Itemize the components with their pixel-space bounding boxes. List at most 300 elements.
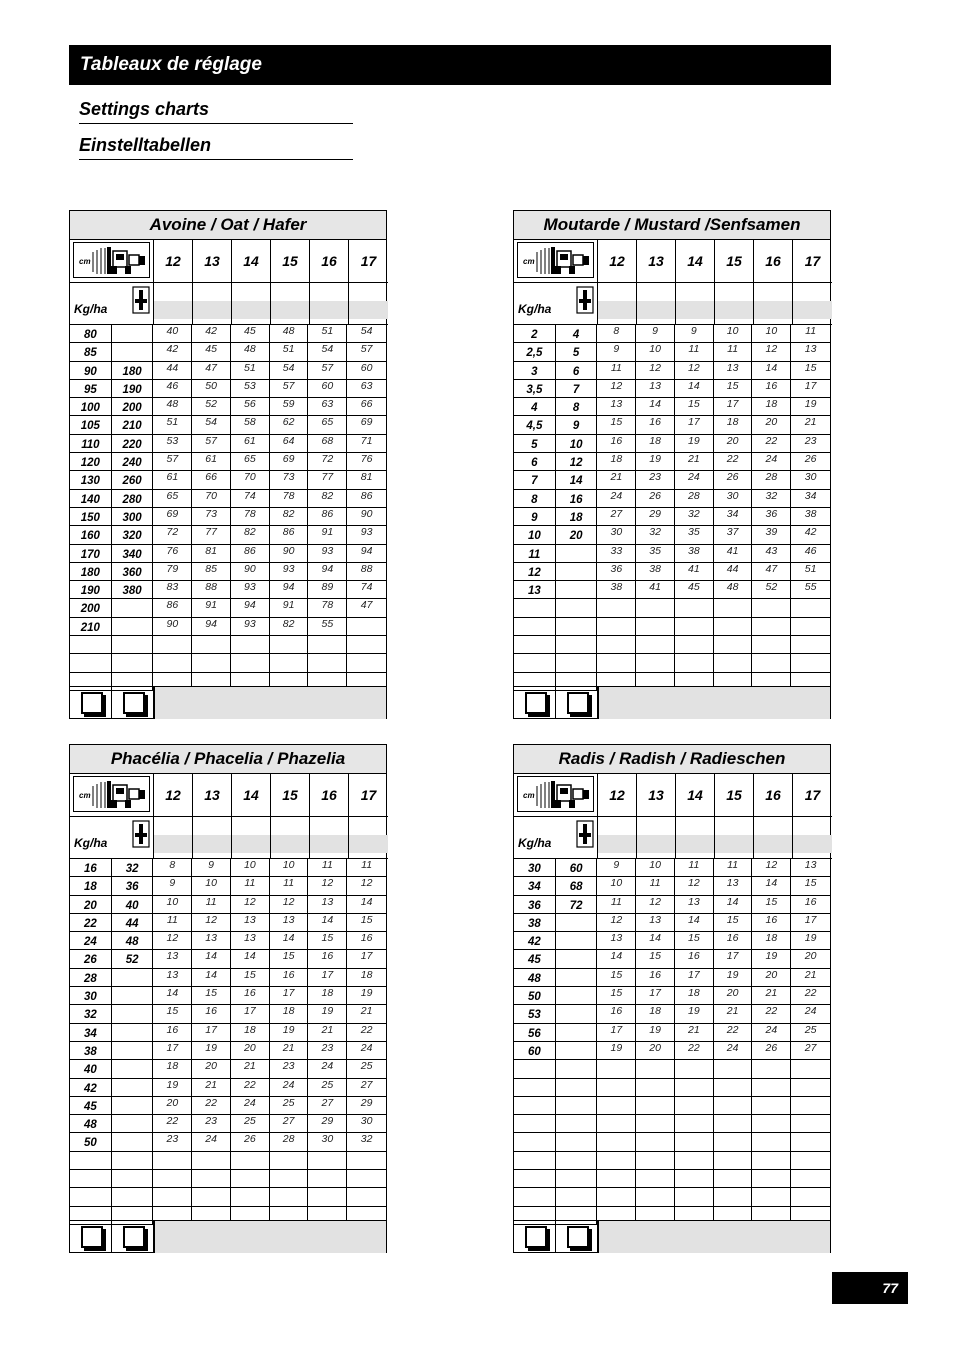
setting-value-cell: 70: [192, 490, 231, 507]
setting-value-cell: 65: [153, 490, 192, 507]
rate-double-cell: [112, 1097, 154, 1114]
setting-value-cell: [192, 1188, 231, 1205]
setting-value-cell: 13: [597, 932, 636, 949]
setting-value-cell: [636, 636, 675, 653]
table-row: [514, 1115, 830, 1133]
rate-double-cell: 52: [112, 950, 154, 967]
setting-value-cell: [347, 654, 386, 671]
setting-value-cell: [714, 1115, 753, 1132]
setting-value-cell: [675, 1060, 714, 1077]
setting-value-cell: 15: [153, 1005, 192, 1022]
setting-value-cell: 16: [675, 950, 714, 967]
setting-value-cell: 26: [714, 471, 753, 488]
setting-value-cell: 23: [636, 471, 675, 488]
blank-header: [349, 283, 388, 325]
setting-value-cell: 12: [752, 859, 791, 876]
table-title: Avoine / Oat / Hafer: [70, 211, 386, 240]
footer-cell: [514, 687, 556, 719]
table-row: [70, 1042, 386, 1060]
setting-value-cell: 12: [752, 343, 791, 360]
rate-double-cell: [112, 1152, 154, 1169]
rate-cell: 11: [514, 545, 556, 562]
table-row: [514, 914, 830, 932]
setting-value-cell: 43: [752, 545, 791, 562]
table-row: [70, 343, 386, 361]
setting-value-cell: 21: [597, 471, 636, 488]
setting-value-cell: 26: [636, 490, 675, 507]
setting-value-cell: 17: [192, 1024, 231, 1041]
setting-value-cell: [231, 1188, 270, 1205]
setting-value-cell: 64: [270, 435, 309, 452]
setting-value-cell: [270, 1188, 309, 1205]
setting-value-cell: 41: [675, 563, 714, 580]
rate-cell: 34: [514, 877, 556, 894]
setting-value-cell: 19: [360, 987, 373, 1000]
rate-cell: 210: [70, 618, 112, 635]
setting-value-cell: 94: [360, 544, 373, 557]
setting-value-cell: 12: [231, 896, 270, 913]
rate-double-cell: [556, 563, 598, 580]
rate-double-cell: 10: [556, 435, 598, 452]
setting-value-cell: 30: [804, 471, 817, 484]
speed-header: 14: [232, 773, 271, 817]
setting-value-cell: 66: [360, 398, 373, 411]
setting-value-cell: 16: [752, 380, 791, 397]
setting-value-cell: 17: [714, 398, 753, 415]
setting-value-cell: 48: [153, 398, 192, 415]
table-row: [70, 1024, 386, 1042]
table-row: [70, 654, 386, 672]
setting-value-cell: 20: [636, 1042, 675, 1059]
setting-value-cell: 12: [308, 877, 347, 894]
setting-value-cell: 32: [636, 526, 675, 543]
setting-value-cell: 14: [153, 987, 192, 1004]
setting-value-cell: 82: [270, 508, 309, 525]
blank-header: [232, 817, 271, 859]
setting-value-cell: 9: [636, 325, 675, 342]
table-row: [70, 416, 386, 434]
rate-double-cell: [556, 618, 598, 635]
settings-table-mustard: [513, 210, 831, 719]
table-row: [514, 435, 830, 453]
table-row: [514, 343, 830, 361]
setting-value-cell: 32: [360, 1133, 373, 1146]
rate-double-cell: [112, 1133, 154, 1150]
table-row: [514, 932, 830, 950]
setting-value-cell: 15: [192, 987, 231, 1004]
rate-double-cell: 320: [112, 526, 154, 543]
setting-value-cell: 55: [308, 618, 347, 635]
setting-value-cell: 74: [231, 490, 270, 507]
setting-value-cell: [270, 654, 309, 671]
rate-double-cell: 14: [556, 471, 598, 488]
setting-value-cell: 93: [231, 581, 270, 598]
setting-value-cell: [791, 1060, 830, 1077]
setting-value-cell: 11: [231, 877, 270, 894]
setting-value-cell: 21: [804, 416, 817, 429]
rate-cell: 48: [70, 1115, 112, 1132]
rate-double-cell: [556, 545, 598, 562]
setting-value-cell: 51: [270, 343, 309, 360]
setting-value-cell: 18: [714, 416, 753, 433]
rate-double-cell: 72: [556, 896, 598, 913]
setting-value-cell: [270, 636, 309, 653]
rate-cell: 30: [514, 859, 556, 876]
table-row: [514, 599, 830, 617]
speed-header: 14: [232, 239, 271, 283]
setting-value-cell: 28: [270, 1133, 309, 1150]
setting-value-cell: 14: [636, 932, 675, 949]
setting-value-cell: 74: [360, 581, 373, 594]
setting-value-cell: 26: [231, 1133, 270, 1150]
rate-cell: [70, 654, 112, 671]
setting-value-cell: 12: [636, 896, 675, 913]
rate-cell: 4,5: [514, 416, 556, 433]
setting-value-cell: [597, 1060, 636, 1077]
setting-value-cell: 24: [804, 1005, 817, 1018]
rate-cell: 42: [514, 932, 556, 949]
setting-value-cell: [597, 1079, 636, 1096]
setting-value-cell: 20: [804, 950, 817, 963]
setting-value-cell: 33: [597, 545, 636, 562]
footer-band: [154, 1221, 386, 1253]
rate-cell: [70, 1152, 112, 1169]
rate-cell: 45: [514, 950, 556, 967]
rate-cell: [514, 1079, 556, 1096]
setting-value-cell: 17: [308, 969, 347, 986]
setting-value-cell: 21: [192, 1079, 231, 1096]
setting-value-cell: 73: [270, 471, 309, 488]
setting-value-cell: 34: [804, 489, 817, 502]
setting-value-cell: 20: [153, 1097, 192, 1114]
setting-value-cell: 13: [636, 380, 675, 397]
setting-value-cell: [675, 1079, 714, 1096]
setting-value-cell: 17: [675, 969, 714, 986]
setting-value-cell: 15: [270, 950, 309, 967]
setting-value-cell: 17: [714, 950, 753, 967]
table-row: [514, 1097, 830, 1115]
setting-value-cell: 82: [308, 490, 347, 507]
setting-value-cell: [153, 636, 192, 653]
setting-value-cell: 23: [308, 1042, 347, 1059]
setting-value-cell: 11: [805, 325, 817, 337]
setting-value-cell: 15: [597, 987, 636, 1004]
setting-value-cell: 10: [270, 859, 309, 876]
setting-value-cell: 89: [308, 581, 347, 598]
setting-value-cell: 76: [153, 545, 192, 562]
setting-value-cell: 86: [231, 545, 270, 562]
rate-double-cell: 44: [112, 914, 154, 931]
setting-value-cell: [752, 1079, 791, 1096]
table-row: [70, 435, 386, 453]
setting-value-cell: [791, 599, 830, 616]
rate-cell: 10: [514, 526, 556, 543]
setting-value-cell: [347, 636, 386, 653]
table-row: [514, 1188, 830, 1206]
rate-double-cell: 190: [112, 380, 154, 397]
setting-value-cell: [752, 1152, 791, 1169]
setting-value-cell: 10: [192, 877, 231, 894]
setting-value-cell: [752, 599, 791, 616]
setting-value-cell: 16: [597, 1005, 636, 1022]
blank-header: [193, 817, 232, 859]
setting-value-cell: 28: [675, 490, 714, 507]
setting-value-cell: 51: [153, 416, 192, 433]
setting-value-cell: 17: [360, 950, 373, 963]
table-row: [70, 950, 386, 968]
setting-value-cell: 85: [192, 563, 231, 580]
setting-value-cell: 16: [308, 950, 347, 967]
setting-value-cell: 82: [231, 526, 270, 543]
rate-cell: [514, 1170, 556, 1187]
footer-band: [598, 687, 830, 719]
rate-double-cell: 60: [556, 859, 598, 876]
setting-value-cell: 42: [804, 526, 817, 539]
setting-value-cell: 27: [597, 508, 636, 525]
setting-value-cell: 14: [636, 398, 675, 415]
rate-double-cell: [112, 1042, 154, 1059]
subtitle-german: Einstelltabellen: [79, 134, 353, 160]
setting-value-cell: [752, 1188, 791, 1205]
rate-double-cell: [556, 581, 598, 598]
setting-value-cell: 93: [308, 545, 347, 562]
table-body: [70, 859, 386, 1220]
checkbox-icon[interactable]: [81, 1226, 103, 1248]
unit-label: Kg/ha: [74, 302, 108, 316]
rate-double-cell: [556, 1079, 598, 1096]
setting-value-cell: 69: [153, 508, 192, 525]
setting-value-cell: 29: [636, 508, 675, 525]
blank-header: [793, 817, 832, 859]
setting-value-cell: [347, 1152, 386, 1169]
rate-cell: 34: [70, 1024, 112, 1041]
setting-value-cell: 21: [714, 1005, 753, 1022]
speed-header: 17: [349, 773, 388, 817]
footer-band: [598, 1221, 830, 1253]
setting-value-cell: 57: [308, 362, 347, 379]
unit-cell: [70, 283, 154, 325]
setting-value-cell: [308, 636, 347, 653]
rate-double-cell: [112, 618, 154, 635]
setting-value-cell: 44: [153, 362, 192, 379]
table-row: [70, 969, 386, 987]
footer-cell: [556, 687, 598, 719]
checkbox-icon[interactable]: [123, 1226, 145, 1248]
setting-value-cell: [636, 1115, 675, 1132]
speed-header: 12: [154, 239, 193, 283]
rate-double-cell: [112, 1024, 154, 1041]
speed-icon-cell: [514, 239, 598, 283]
speed-header: 15: [715, 773, 754, 817]
setting-value-cell: 16: [270, 969, 309, 986]
tractor-speed-icon: [73, 776, 150, 812]
setting-value-cell: 15: [597, 416, 636, 433]
table-row: [70, 1005, 386, 1023]
setting-value-cell: 51: [231, 362, 270, 379]
setting-value-cell: 20: [714, 987, 753, 1004]
rate-double-cell: 68: [556, 877, 598, 894]
setting-value-cell: 14: [192, 969, 231, 986]
setting-value-cell: 51: [308, 325, 347, 342]
speed-header: 16: [310, 773, 349, 817]
setting-value-cell: 35: [636, 545, 675, 562]
setting-value-cell: 10: [636, 343, 675, 360]
settings-table-phacelia: [69, 744, 387, 1253]
setting-value-cell: 26: [752, 1042, 791, 1059]
table-row: [70, 1079, 386, 1097]
setting-value-cell: 9: [597, 859, 636, 876]
table-row: [514, 950, 830, 968]
speed-header: 12: [154, 773, 193, 817]
setting-value-cell: 47: [360, 599, 373, 612]
setting-value-cell: 52: [192, 398, 231, 415]
tractor-speed-icon: [517, 776, 594, 812]
rate-cell: 2: [514, 325, 556, 342]
rate-cell: [514, 1152, 556, 1169]
speed-header: 16: [754, 773, 793, 817]
setting-value-cell: [597, 1097, 636, 1114]
rate-double-cell: [112, 1188, 154, 1205]
setting-value-cell: 10: [597, 877, 636, 894]
table-row: [514, 545, 830, 563]
setting-value-cell: 25: [360, 1060, 373, 1073]
setting-value-cell: 94: [192, 618, 231, 635]
rate-cell: 38: [70, 1042, 112, 1059]
table-row: [70, 362, 386, 380]
table-row: [70, 987, 386, 1005]
rate-cell: 38: [514, 914, 556, 931]
checkbox-icon[interactable]: [567, 1226, 589, 1248]
rate-cell: 7: [514, 471, 556, 488]
setting-value-cell: 13: [153, 969, 192, 986]
setting-value-cell: 14: [675, 914, 714, 931]
setting-value-cell: 30: [308, 1133, 347, 1150]
setting-value-cell: 8: [153, 859, 192, 876]
setting-value-cell: 19: [714, 969, 753, 986]
rate-cell: 26: [70, 950, 112, 967]
speed-header: 16: [754, 239, 793, 283]
setting-value-cell: 23: [153, 1133, 192, 1150]
speed-header: 16: [310, 239, 349, 283]
setting-value-cell: 55: [804, 581, 817, 594]
rate-cell: 45: [70, 1097, 112, 1114]
setting-value-cell: [791, 1188, 830, 1205]
setting-value-cell: [714, 1133, 753, 1150]
setting-value-cell: [636, 599, 675, 616]
setting-value-cell: 29: [308, 1115, 347, 1132]
blank-header: [154, 817, 193, 859]
setting-value-cell: 54: [308, 343, 347, 360]
setting-value-cell: [675, 618, 714, 635]
setting-value-cell: 15: [308, 932, 347, 949]
setting-value-cell: [597, 1115, 636, 1132]
table-row: [70, 581, 386, 599]
checkbox-icon[interactable]: [123, 692, 145, 714]
setting-value-cell: 45: [192, 343, 231, 360]
setting-value-cell: 13: [675, 896, 714, 913]
setting-value-cell: 94: [270, 581, 309, 598]
setting-value-cell: 30: [714, 490, 753, 507]
table-row: [70, 636, 386, 654]
setting-value-cell: 11: [675, 859, 714, 876]
rate-double-cell: [112, 599, 154, 616]
setting-value-cell: 71: [360, 434, 373, 447]
setting-value-cell: 65: [231, 453, 270, 470]
table-row: [70, 1152, 386, 1170]
setting-value-cell: 9: [597, 343, 636, 360]
rate-double-cell: [112, 987, 154, 1004]
setting-value-cell: 44: [714, 563, 753, 580]
checkbox-icon[interactable]: [567, 692, 589, 714]
hopper-setting-icon: [576, 286, 594, 314]
setting-value-cell: 20: [714, 435, 753, 452]
blank-header: [676, 283, 715, 325]
rate-double-cell: [556, 914, 598, 931]
setting-value-cell: 22: [360, 1023, 373, 1036]
rate-cell: [514, 1097, 556, 1114]
checkbox-icon[interactable]: [81, 692, 103, 714]
setting-value-cell: 88: [360, 562, 373, 575]
rate-cell: 22: [70, 914, 112, 931]
footer-cell: [514, 1221, 556, 1253]
speed-header: 14: [676, 239, 715, 283]
rate-cell: 2,5: [514, 343, 556, 360]
setting-value-cell: 77: [192, 526, 231, 543]
setting-value-cell: 17: [804, 379, 817, 392]
setting-value-cell: 68: [308, 435, 347, 452]
setting-value-cell: [153, 1170, 192, 1187]
setting-value-cell: 78: [308, 599, 347, 616]
setting-value-cell: [597, 636, 636, 653]
setting-value-cell: [347, 1170, 386, 1187]
setting-value-cell: 37: [714, 526, 753, 543]
checkbox-icon[interactable]: [525, 692, 547, 714]
table-row: [70, 618, 386, 636]
table-row: [70, 526, 386, 544]
speed-header: 15: [271, 773, 310, 817]
setting-value-cell: [636, 1079, 675, 1096]
setting-value-cell: [153, 1188, 192, 1205]
table-row: [514, 987, 830, 1005]
setting-value-cell: 45: [675, 581, 714, 598]
rate-double-cell: 12: [556, 453, 598, 470]
setting-value-cell: 17: [231, 1005, 270, 1022]
setting-value-cell: 11: [308, 859, 347, 876]
blank-header: [637, 283, 676, 325]
setting-value-cell: 27: [804, 1041, 817, 1054]
setting-value-cell: [675, 599, 714, 616]
setting-value-cell: [308, 1170, 347, 1187]
setting-value-cell: 32: [675, 508, 714, 525]
checkbox-icon[interactable]: [525, 1226, 547, 1248]
rate-double-cell: 5: [556, 343, 598, 360]
setting-value-cell: 56: [231, 398, 270, 415]
setting-value-cell: 21: [752, 987, 791, 1004]
setting-value-cell: 11: [597, 896, 636, 913]
setting-value-cell: 19: [636, 453, 675, 470]
blank-header: [232, 283, 271, 325]
setting-value-cell: 10: [153, 896, 192, 913]
setting-value-cell: [636, 1097, 675, 1114]
setting-value-cell: 18: [636, 435, 675, 452]
setting-value-cell: 15: [804, 361, 817, 374]
setting-value-cell: 12: [192, 914, 231, 931]
setting-value-cell: 46: [804, 544, 817, 557]
rate-double-cell: 4: [556, 325, 598, 342]
table-row: [514, 654, 830, 672]
setting-value-cell: 15: [675, 932, 714, 949]
setting-value-cell: 94: [308, 563, 347, 580]
